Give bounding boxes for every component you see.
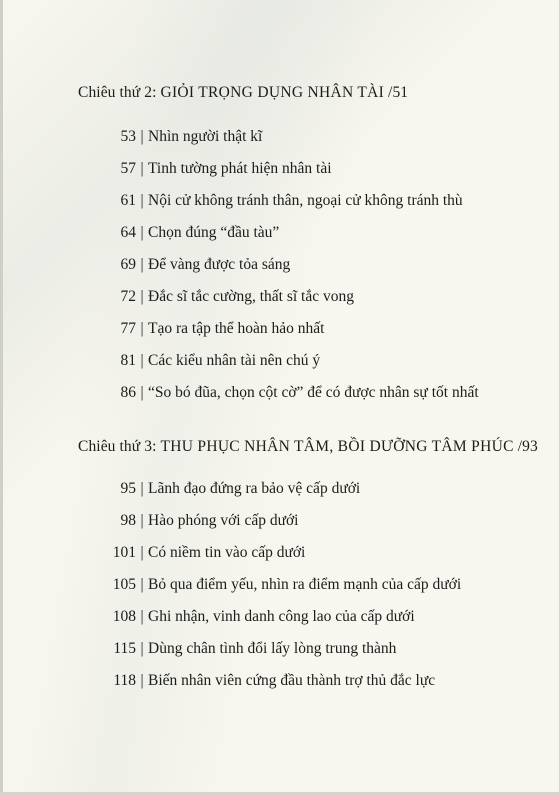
entry-page-number: 77 bbox=[120, 320, 136, 337]
entry-page-number: 72 bbox=[120, 288, 136, 305]
toc-entry[interactable] bbox=[100, 480, 360, 502]
entry-separator: | bbox=[140, 352, 144, 369]
entry-title: Chọn đúng “đầu tàu” bbox=[148, 224, 280, 241]
entry-separator: | bbox=[140, 576, 144, 593]
entry-title: Tạo ra tập thể hoàn hảo nhất bbox=[148, 320, 325, 337]
entry-page-number: 115 bbox=[113, 640, 136, 657]
entry-separator: | bbox=[140, 288, 144, 305]
toc-entry[interactable] bbox=[100, 512, 299, 534]
entry-separator: | bbox=[140, 512, 144, 529]
entry-separator: | bbox=[140, 608, 144, 625]
entry-page-number: 98 bbox=[120, 512, 136, 529]
toc-entry[interactable] bbox=[100, 288, 354, 310]
section-prefix: Chiêu thứ 2: bbox=[78, 84, 161, 101]
section-title: GIỎI TRỌNG DỤNG NHÂN TÀI bbox=[160, 84, 385, 101]
entry-page-number: 69 bbox=[120, 256, 136, 273]
entry-title: Các kiểu nhân tài nên chú ý bbox=[148, 352, 321, 369]
entry-page-number: 86 bbox=[120, 384, 136, 401]
entry-title: “So bó đũa, chọn cột cờ” để có được nhân sự tốt nhất bbox=[148, 384, 479, 401]
entry-title: Đắc sĩ tắc cường, thất sĩ tắc vong bbox=[148, 288, 354, 305]
entry-separator: | bbox=[140, 160, 144, 177]
entry-title: Để vàng được tỏa sáng bbox=[148, 256, 291, 273]
toc-entry[interactable] bbox=[100, 192, 463, 214]
entry-separator: | bbox=[140, 128, 144, 145]
entry-title: Nội cử không tránh thân, ngoại cử không tránh thù bbox=[148, 192, 463, 209]
toc-entry[interactable] bbox=[100, 384, 479, 406]
entry-page-number: 101 bbox=[112, 544, 136, 561]
toc-entry[interactable] bbox=[100, 352, 320, 374]
entry-separator: | bbox=[140, 544, 144, 561]
toc-entry[interactable] bbox=[100, 576, 461, 598]
toc-entry[interactable] bbox=[100, 672, 435, 694]
toc-entry[interactable] bbox=[100, 608, 415, 630]
toc-entry[interactable] bbox=[100, 224, 279, 246]
toc-entry[interactable] bbox=[100, 128, 262, 150]
entry-separator: | bbox=[140, 256, 144, 273]
entry-title: Nhìn người thật kĩ bbox=[148, 128, 263, 145]
toc-entry[interactable] bbox=[100, 640, 396, 662]
entry-separator: | bbox=[140, 384, 144, 401]
entry-page-number: 53 bbox=[120, 128, 136, 145]
entry-separator: | bbox=[140, 480, 144, 497]
entry-page-number: 64 bbox=[120, 224, 136, 241]
toc-entry[interactable] bbox=[100, 160, 332, 182]
entry-separator: | bbox=[140, 672, 144, 689]
entry-page-number: 61 bbox=[120, 192, 136, 209]
entry-title: Tinh tường phát hiện nhân tài bbox=[148, 160, 332, 177]
entry-page-number: 105 bbox=[112, 576, 136, 593]
entry-title: Bỏ qua điểm yếu, nhìn ra điểm mạnh của cấp dưới bbox=[148, 576, 462, 593]
section-heading-chieu-3 bbox=[78, 438, 538, 456]
entry-title: Hào phóng với cấp dưới bbox=[148, 512, 299, 529]
entry-separator: | bbox=[140, 224, 144, 241]
section-page: /93 bbox=[513, 438, 538, 455]
entry-page-number: 57 bbox=[120, 160, 136, 177]
entry-separator: | bbox=[140, 640, 144, 657]
section-title: THU PHỤC NHÂN TÂM, BỒI DƯỠNG TÂM PHÚC bbox=[160, 438, 514, 455]
section-prefix: Chiêu thứ 3: bbox=[78, 438, 161, 455]
toc-entry[interactable] bbox=[100, 320, 324, 342]
section-page: /51 bbox=[384, 84, 409, 101]
entry-separator: | bbox=[140, 192, 144, 209]
entry-page-number: 118 bbox=[113, 672, 136, 689]
entry-title: Có niềm tin vào cấp dưới bbox=[148, 544, 306, 561]
entry-title: Ghi nhận, vinh danh công lao của cấp dưới bbox=[148, 608, 415, 625]
entry-title: Biến nhân viên cứng đầu thành trợ thủ đắc lực bbox=[148, 672, 436, 689]
entry-page-number: 108 bbox=[112, 608, 136, 625]
entry-title: Lãnh đạo đứng ra bảo vệ cấp dưới bbox=[148, 480, 361, 497]
section-heading-chieu-2 bbox=[78, 84, 408, 102]
toc-entry[interactable] bbox=[100, 544, 305, 566]
toc-entry[interactable] bbox=[100, 256, 290, 278]
entry-page-number: 81 bbox=[120, 352, 136, 369]
entry-separator: | bbox=[140, 320, 144, 337]
entry-title: Dùng chân tình đổi lấy lòng trung thành bbox=[148, 640, 397, 657]
page-left-edge bbox=[0, 0, 3, 795]
entry-page-number: 95 bbox=[120, 480, 136, 497]
